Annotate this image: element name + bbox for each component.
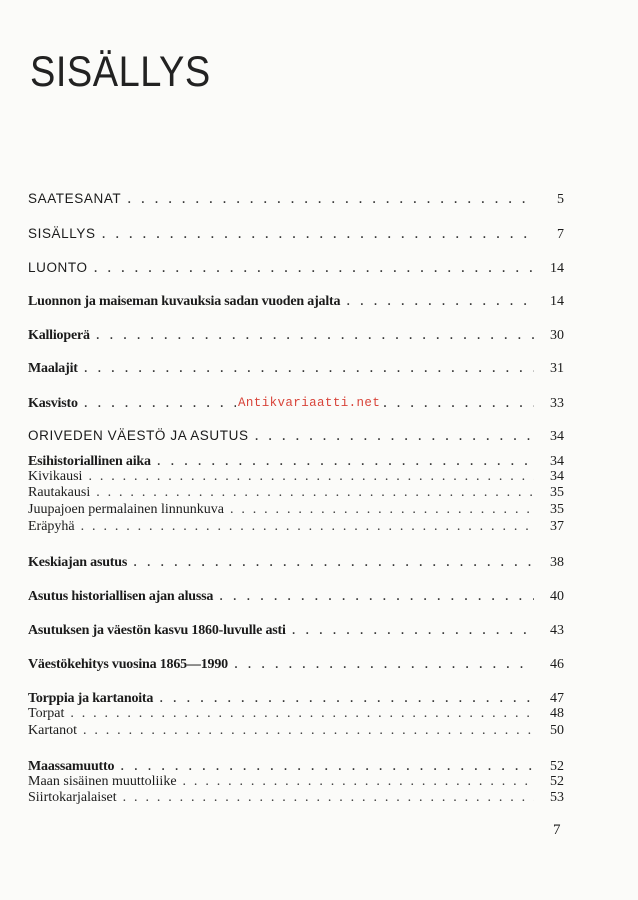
page-number: 7 xyxy=(553,822,561,838)
toc-entry xyxy=(28,723,564,739)
toc-entry-page: 14 xyxy=(550,261,564,276)
toc-entry-label: Torppia ja kartanoita xyxy=(28,691,154,706)
toc-entry xyxy=(28,259,564,277)
toc-entry-page: 5 xyxy=(557,192,564,207)
toc-entry-page: 34 xyxy=(550,429,564,444)
leader-dots xyxy=(219,587,534,605)
toc-entry-label: Maassamuutto xyxy=(28,759,115,774)
page-title: SISÄLLYS xyxy=(30,49,211,97)
toc-entry-label: Luonnon ja maiseman kuvauksia sadan vuoden ajalta xyxy=(28,294,341,309)
toc-entry-label: Asutuksen ja väestön kasvu 1860-luvulle asti xyxy=(28,623,286,638)
toc-entry-label: Torpat xyxy=(28,706,65,721)
toc-entry xyxy=(28,485,564,501)
toc-entry xyxy=(28,790,564,806)
leader-dots xyxy=(84,359,534,377)
leader-dots xyxy=(120,757,534,775)
toc-entry xyxy=(28,757,564,775)
toc-entry-label: Juupajoen permalainen linnunkuva xyxy=(28,502,224,517)
toc-entry-page: 46 xyxy=(550,657,564,672)
toc-entry-page: 43 xyxy=(550,623,564,638)
toc-entry-label: Kartanot xyxy=(28,723,77,738)
toc-entry-label: Keskiajan asutus xyxy=(28,555,128,570)
toc-entry xyxy=(28,190,564,208)
toc-entry xyxy=(28,774,564,790)
leader-dots xyxy=(123,790,534,806)
toc-entry-label: Kivikausi xyxy=(28,469,83,484)
toc-entry-label: Esihistoriallinen aika xyxy=(28,454,151,469)
toc-entry xyxy=(28,469,564,485)
toc-entry xyxy=(28,689,564,707)
leader-dots xyxy=(127,190,534,208)
leader-dots xyxy=(83,723,534,739)
toc-entry-page: 35 xyxy=(550,502,564,517)
toc-entry-page: 37 xyxy=(550,519,564,534)
leader-dots xyxy=(102,225,534,243)
toc-entry-label: Kallioperä xyxy=(28,328,90,343)
toc-entry-page: 53 xyxy=(550,790,564,805)
toc-entry-label: Maan sisäinen muuttoliike xyxy=(28,774,177,789)
leader-dots xyxy=(81,519,534,535)
toc-entry-label: Asutus historiallisen ajan alussa xyxy=(28,589,214,604)
toc-entry xyxy=(28,452,564,470)
toc-entry-label: Eräpyhä xyxy=(28,519,75,534)
toc-entry-label: Kasvisto xyxy=(28,396,78,411)
toc-entry xyxy=(28,655,564,673)
toc-entry-label: Rautakausi xyxy=(28,485,91,500)
toc-entry-page: 52 xyxy=(550,759,564,774)
toc-entry-page: 52 xyxy=(550,774,564,789)
toc-entry-page: 33 xyxy=(550,396,564,411)
leader-dots xyxy=(159,689,534,707)
leader-dots xyxy=(133,553,534,571)
toc-entry-page: 34 xyxy=(550,454,564,469)
toc-entry xyxy=(28,359,564,377)
leader-dots xyxy=(88,469,534,485)
toc-entry xyxy=(28,519,564,535)
toc-entry-page: 47 xyxy=(550,691,564,706)
toc-entry-page: 14 xyxy=(550,294,564,309)
leader-dots xyxy=(96,485,534,501)
toc-entry-page: 40 xyxy=(550,589,564,604)
watermark: Antikvariaatti.net xyxy=(238,396,381,410)
toc-entry-page: 7 xyxy=(557,227,564,242)
toc-entry-page: 34 xyxy=(550,469,564,484)
toc-entry xyxy=(28,502,564,518)
leader-dots xyxy=(157,452,534,470)
toc-entry xyxy=(28,427,564,445)
toc-entry-label: Maalajit xyxy=(28,361,78,376)
toc-entry-page: 48 xyxy=(550,706,564,721)
toc-entry-label: SISÄLLYS xyxy=(28,226,96,241)
toc-entry xyxy=(28,225,564,243)
toc-entry-page: 50 xyxy=(550,723,564,738)
toc-entry-label: SAATESANAT xyxy=(28,191,122,206)
leader-dots xyxy=(70,706,534,722)
toc-entry-page: 38 xyxy=(550,555,564,570)
toc-entry-label: Väestökehitys vuosina 1865—1990 xyxy=(28,657,228,672)
leader-dots xyxy=(230,502,534,518)
leader-dots xyxy=(292,621,534,639)
toc-entry-label: LUONTO xyxy=(28,260,88,275)
leader-dots xyxy=(96,326,534,344)
toc-entry xyxy=(28,706,564,722)
toc-entry xyxy=(28,292,564,310)
leader-dots xyxy=(183,774,534,790)
toc-entry xyxy=(28,587,564,605)
toc-entry xyxy=(28,621,564,639)
toc-entry-page: 31 xyxy=(550,361,564,376)
leader-dots xyxy=(234,655,534,673)
leader-dots xyxy=(94,259,534,277)
toc-entry-label: Siirtokarjalaiset xyxy=(28,790,117,805)
toc-entry xyxy=(28,553,564,571)
leader-dots xyxy=(255,427,534,445)
toc-entry-page: 30 xyxy=(550,328,564,343)
toc-entry-label: ORIVEDEN VÄESTÖ JA ASUTUS xyxy=(28,428,249,443)
leader-dots xyxy=(346,292,534,310)
toc-entry xyxy=(28,326,564,344)
toc-entry-page: 35 xyxy=(550,485,564,500)
